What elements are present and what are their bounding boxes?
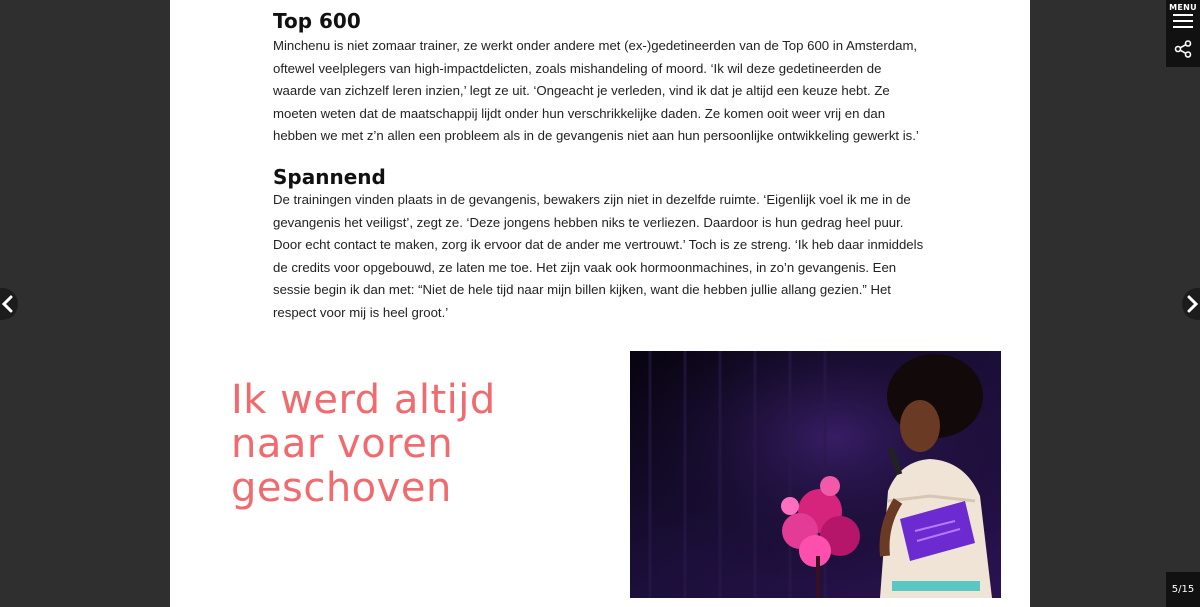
body-line: gevangenis het veiligst’, zegt ze. ‘Deze jongens hebben niks te verliezen. Daardoor is hun gedrag heel puur. <box>273 214 904 230</box>
menu-label: MENU <box>1169 3 1197 12</box>
speaker-illustration <box>630 351 1001 598</box>
body-line: oftewel veelplegers van high-impactdelicten, zoals mishandeling of moord. ‘Ik wil deze gedetineerden de <box>273 60 882 76</box>
body-line: hebben we met z’n allen een probleem als in de gevangenis niet aan hun persoonlijke ontwikkeling gewerkt is.’ <box>273 128 919 143</box>
section-heading: Spannend <box>273 165 386 189</box>
share-icon[interactable] <box>1174 40 1192 58</box>
section-heading: Top 600 <box>273 9 361 33</box>
next-page-button[interactable] <box>1182 288 1200 320</box>
page-indicator: 5/15 <box>1166 572 1200 607</box>
section-body <box>273 35 933 148</box>
magazine-page <box>170 0 1030 607</box>
chevron-right-icon <box>1186 295 1200 313</box>
body-line: waarde van zichzelf leren inzien,’ legt ze uit. ‘Ongeacht je verleden, vind ik dat je altijd een keuze hebt. Ze <box>273 83 890 98</box>
pull-quote-line: Ik werd altijd <box>231 377 496 423</box>
chevron-left-icon <box>0 295 14 313</box>
body-line: respect voor mij is heel groot.’ <box>273 304 449 320</box>
hamburger-icon[interactable] <box>1173 14 1193 32</box>
section-body <box>273 189 933 324</box>
previous-page-button[interactable] <box>0 288 18 320</box>
menu-panel <box>1166 0 1200 67</box>
body-line: de credits voor opgebouwd, ze laten me toe. Het zijn vaak ook hormoonmachines, in zo’n gevangenis. Een <box>273 259 897 275</box>
body-line: De trainingen vinden plaats in de gevangenis, bewakers zijn niet in dezelfde ruimte. ‘Eigenlijk voel ik me in de <box>273 192 911 207</box>
pull-quote-line: geschoven <box>231 465 452 511</box>
pull-quote <box>231 378 561 510</box>
body-line: sessie begin ik dan met: “Niet de hele tijd naar mijn billen kijken, want die hebben jullie allang gezien.” Het <box>273 282 891 297</box>
section-top-600 <box>273 9 933 148</box>
section-spannend <box>273 165 933 324</box>
body-line: Minchenu is niet zomaar trainer, ze werkt onder andere met (ex-)gedetineerden van de Top 600 in Amsterdam, <box>273 38 918 53</box>
pull-quote-line: naar voren <box>231 421 454 467</box>
body-line: moeten weten dat de maatschappij lijdt onder hun verschrikkelijke daden. Ze komen ooit weer vrij en dan <box>273 105 886 121</box>
speaker-photo <box>630 351 1001 598</box>
body-line: Door echt contact te maken, zorg ik ervoor dat de ander me vertrouwt.’ Toch is ze streng. ‘Ik heb daar inmiddels <box>273 237 924 252</box>
